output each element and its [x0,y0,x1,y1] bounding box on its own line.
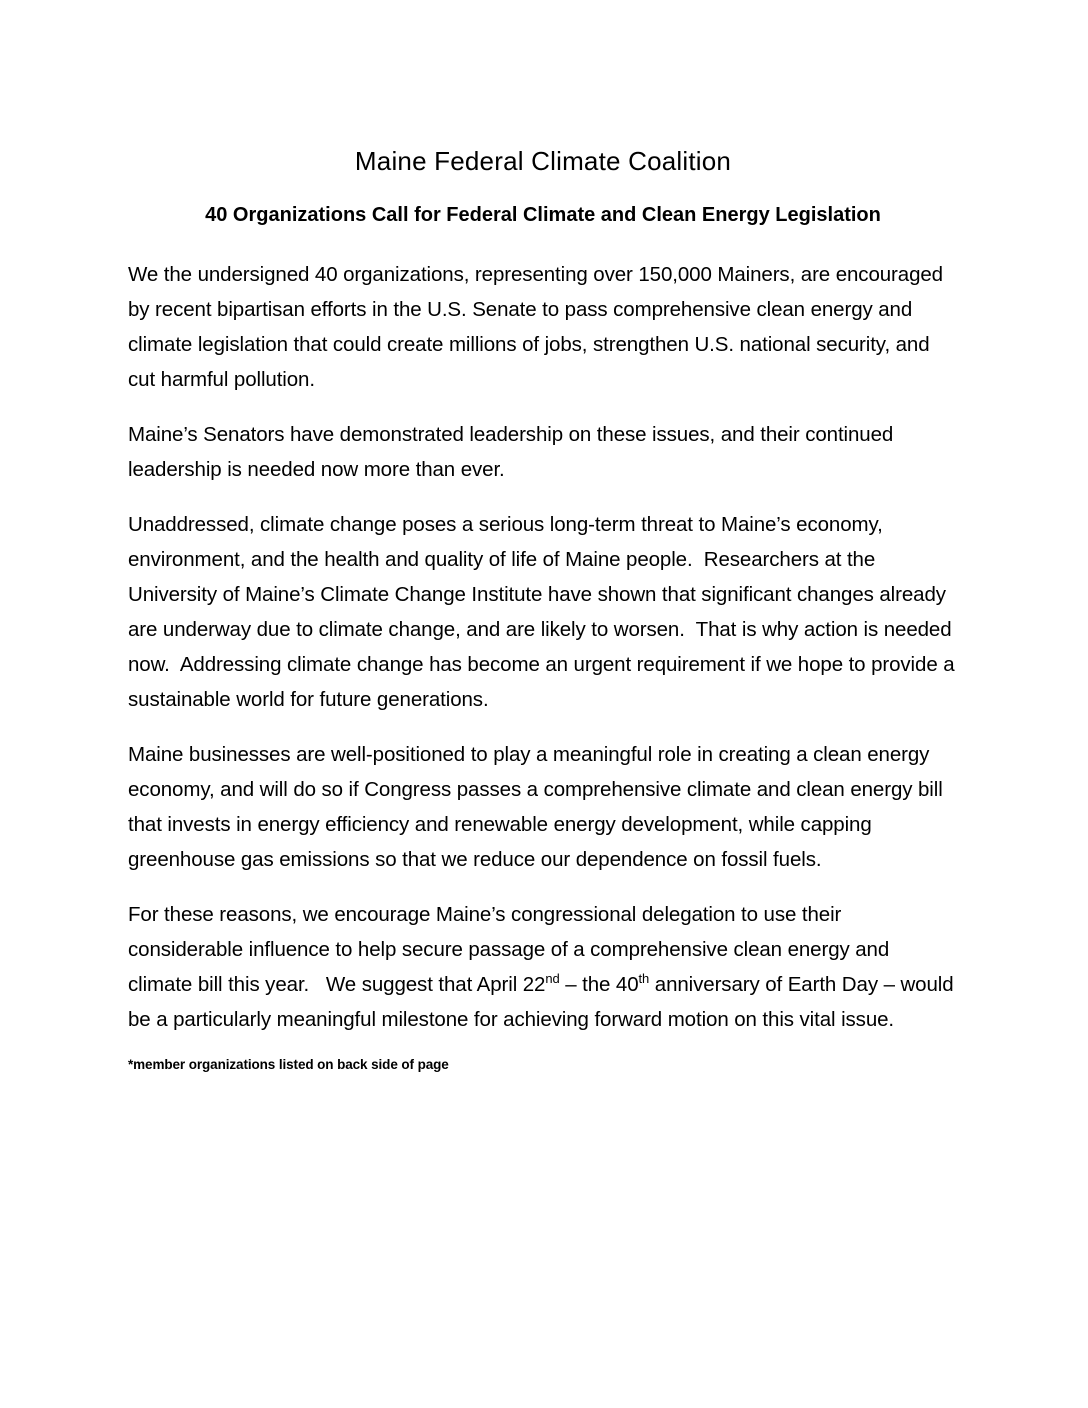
paragraph-5 [128,897,958,1037]
member-organizations-footnote: *member organizations listed on back side of page [128,1057,449,1072]
ordinal-superscript-th: th [638,971,650,987]
document-subtitle: 40 Organizations Call for Federal Climate and Clean Energy Legislation [205,204,881,226]
paragraph-2: Maine’s Senators have demonstrated leadership on these issues, and their continued leadership is needed now more than ever. [128,423,899,481]
ordinal-superscript-nd: nd [545,971,560,987]
document-title: Maine Federal Climate Coalition [354,146,732,176]
paragraph-4: Maine businesses are well-positioned to play a meaningful role in creating a clean energy economy, and will do so if Congress passes a comprehensive climate and clean energy bill that invests in energy efficiency and renewable energy development, while capping greenhouse gas emissions so that we reduce our dependence on fossil fuels. [128,743,949,871]
paragraph-5-text-middle: – the 40 [559,973,639,996]
paragraph-5-text-end: anniversary of Earth Day – would be a particularly meaningful milestone for achieving forward motion on this vital issue. [128,973,960,1031]
paragraph-5-text-start: For these reasons, we encourage Maine’s congressional delegation to use their considerable influence to help secure passage of a comprehensive clean energy and climate bill this year. We suggest that April 22 [128,903,895,996]
paragraph-1: We the undersigned 40 organizations, representing over 150,000 Mainers, are encouraged by recent bipartisan efforts in the U.S. Senate to pass comprehensive clean energy and climate legislation that could create millions of jobs, strengthen U.S. national security, and cut harmful pollution. [128,263,949,391]
paragraph-3: Unaddressed, climate change poses a serious long-term threat to Maine’s economy, environment, and the health and quality of life of Maine people. Researchers at the University of Maine’s Climate Change Institute have shown that significant changes already are underway due to climate change, and are likely to worsen. That is why action is needed now. Addressing climate change has become an urgent requirement if we hope to provide a sustainable world for future generations. [128,513,961,711]
